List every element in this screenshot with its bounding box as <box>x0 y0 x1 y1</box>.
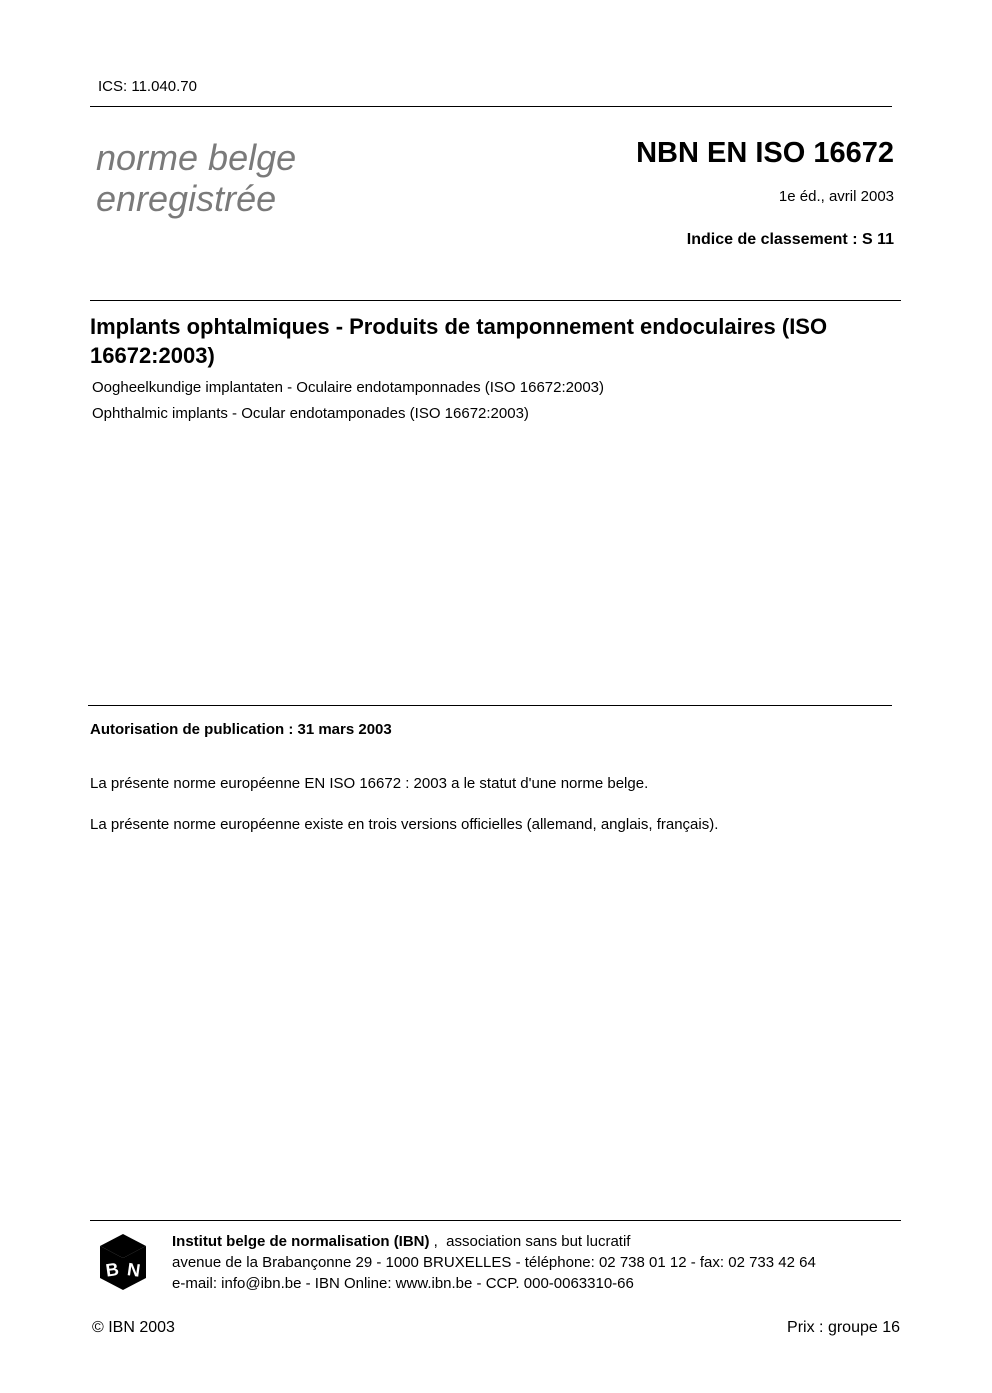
organisation-name-line <box>172 1231 816 1252</box>
organisation-contact: e-mail: info@ibn.be - IBN Online: www.ibn.be - CCP. 000-0063310-66 <box>172 1275 634 1292</box>
price-group: Prix : groupe 16 <box>787 1319 900 1336</box>
title-english: Ophthalmic implants - Ocular endotamponades (ISO 16672:2003) <box>92 405 529 422</box>
edition-date: 1e éd., avril 2003 <box>778 188 894 205</box>
brand-title <box>96 137 296 219</box>
ibn-logo <box>96 1232 150 1292</box>
standard-number: NBN EN ISO 16672 <box>636 137 894 169</box>
ics-code: ICS: 11.040.70 <box>98 78 197 95</box>
publication-divider <box>88 705 892 706</box>
status-statement: La présente norme européenne EN ISO 16672 : 2003 a le statut d'une norme belge. <box>90 775 649 792</box>
brand-line-1: norme belge <box>96 137 297 178</box>
title-french: Implants ophtalmiques - Produits de tamponnement endoculaires (ISO 16672:2003) <box>90 314 828 368</box>
organisation-block <box>172 1231 816 1294</box>
organisation-address: avenue de la Brabançonne 29 - 1000 BRUXELLES - téléphone: 02 738 01 12 - fax: 02 733 42 64 <box>172 1254 816 1271</box>
publication-authorization: Autorisation de publication : 31 mars 2003 <box>90 721 392 738</box>
versions-statement: La présente norme européenne existe en trois versions officielles (allemand, anglais, français). <box>90 816 719 833</box>
organisation-name: Institut belge de normalisation (IBN) <box>172 1233 430 1250</box>
logo-letter-n: N <box>125 1259 142 1281</box>
title-divider <box>90 300 901 301</box>
footer-divider <box>90 1220 901 1221</box>
copyright: © IBN 2003 <box>92 1319 175 1336</box>
brand-line-2: enregistrée <box>96 178 277 219</box>
title-dutch: Oogheelkundige implantaten - Oculaire endotamponnades (ISO 16672:2003) <box>92 379 605 396</box>
header-divider <box>90 106 892 107</box>
classification-index: Indice de classement : S 11 <box>686 231 894 248</box>
logo-letter-b: B <box>104 1259 121 1281</box>
organisation-type: , association sans but lucratif <box>429 1233 631 1250</box>
